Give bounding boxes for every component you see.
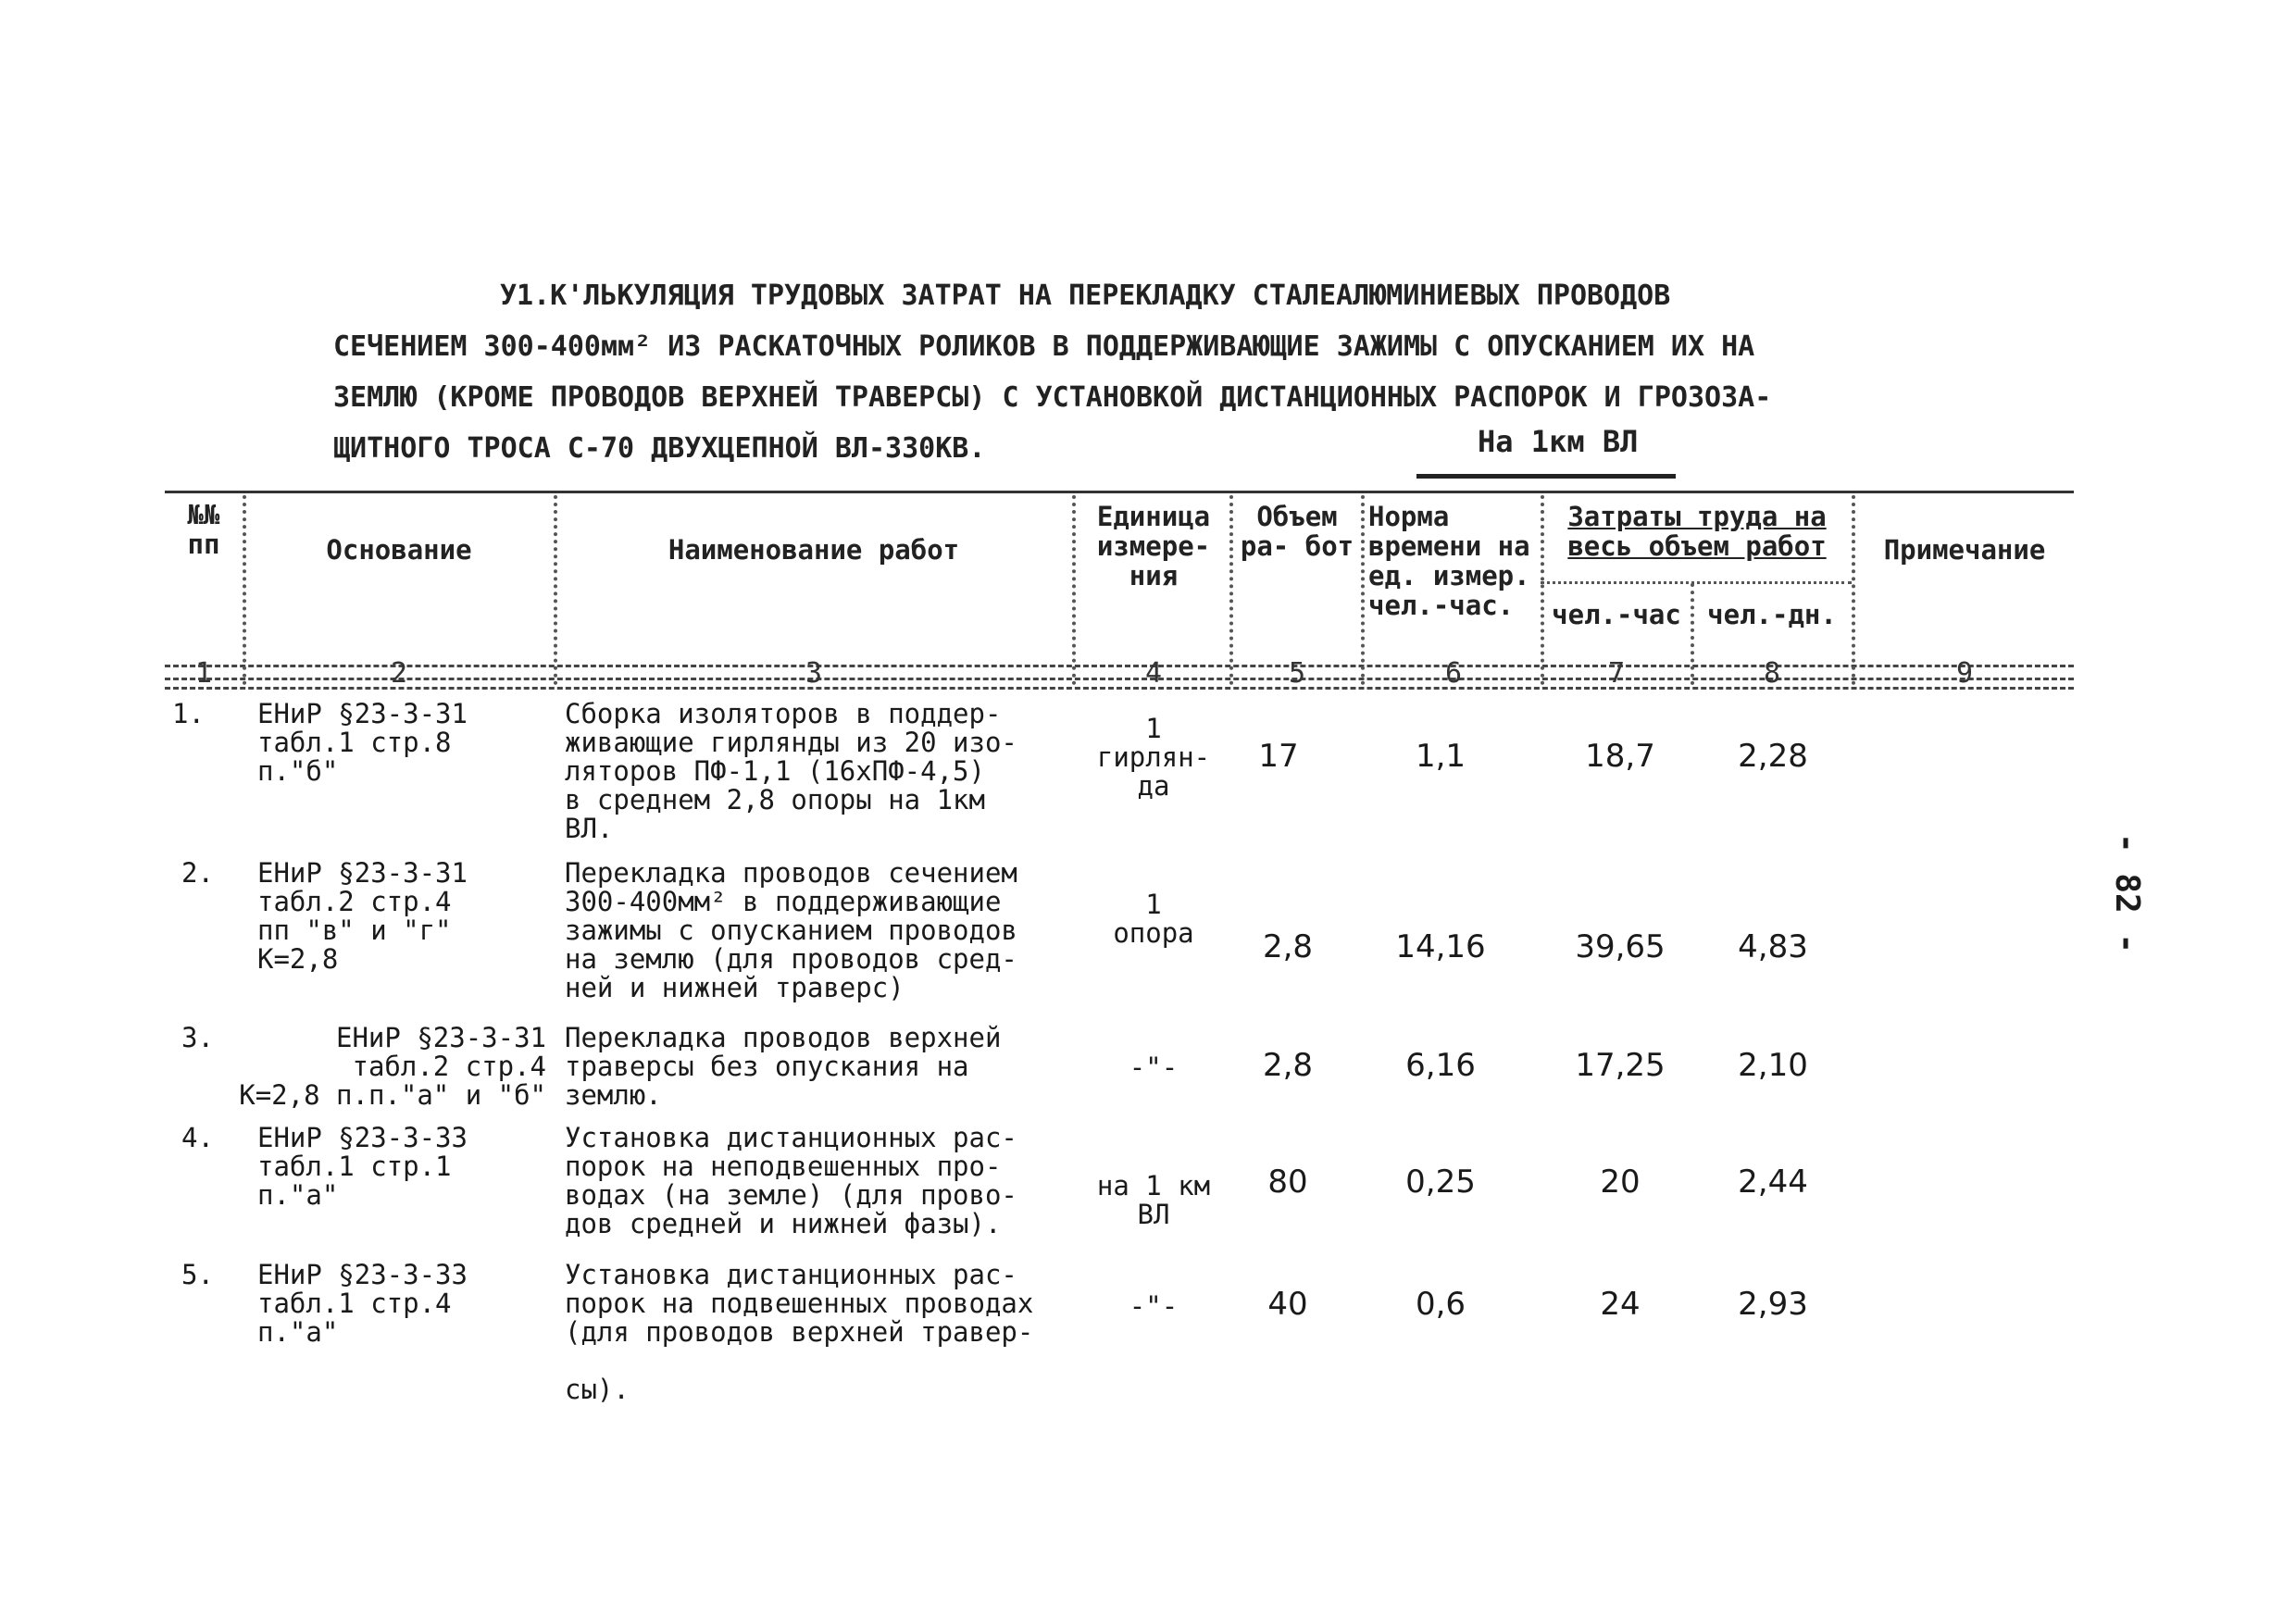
- table-row-3-man-hours: 17,25: [1575, 1047, 1666, 1084]
- column-number: 3: [805, 657, 823, 690]
- table-row-2-name: Перекладка проводов сечением 300-400мм² в поддерживающие зажимы с опусканием проводов на землю (для проводов сред- ней и нижней траверс): [565, 857, 1017, 1003]
- header-col-number: №№ пп: [187, 499, 220, 560]
- column-number: 5: [1288, 657, 1306, 690]
- table-row-1-norm: 1,1: [1415, 738, 1466, 775]
- table-row-2-basis: ЕНиР §23-3-31 табл.2 стр.4 пп "в" и "г" К=2,8: [257, 857, 468, 975]
- column-number: 9: [1955, 657, 1974, 690]
- table-row-4-number: 4.: [181, 1122, 214, 1153]
- table-row-1-volume: 17: [1258, 738, 1299, 775]
- unit-note-underline: [1416, 474, 1676, 479]
- table-row-1-man-days: 2,28: [1738, 738, 1808, 775]
- table-row-2-number: 2.: [181, 857, 214, 889]
- table-row-1-number: 1.: [172, 698, 205, 729]
- header-man-hours: чел.-час: [1552, 599, 1681, 630]
- table-row-2-man-hours: 39,65: [1575, 928, 1666, 965]
- table-row-1-name: Сборка изоляторов в поддер- живающие гирлянды из 20 изо- ляторов ПФ-1,1 (16хПФ-4,5) в среднем 2,8 опоры на 1км ВЛ.: [565, 698, 1017, 844]
- header-time-norm: Норма времени на ед. измер. чел.-час.: [1368, 501, 1530, 621]
- header-separator: [1072, 495, 1076, 685]
- table-row-2-unit: 1 опора: [1113, 889, 1194, 949]
- header-remarks: Примечание: [1883, 534, 2046, 566]
- table-row-1-man-hours: 18,7: [1585, 738, 1655, 775]
- header-separator: [1361, 495, 1365, 685]
- table-row-2-norm: 14,16: [1395, 928, 1486, 965]
- table-row-3-number: 3.: [181, 1022, 214, 1053]
- header-man-days: чел.-дн.: [1707, 599, 1837, 630]
- table-row-5-norm: 0,6: [1415, 1286, 1466, 1323]
- table-row-4-volume: 80: [1267, 1164, 1308, 1201]
- table-row-4-unit: на 1 км ВЛ: [1096, 1170, 1211, 1230]
- document-title: [333, 270, 1963, 474]
- table-row-5-number: 5.: [181, 1259, 214, 1290]
- table-row-2-man-days: 4,83: [1738, 928, 1808, 965]
- header-group-separator: [1541, 581, 1852, 584]
- column-number: 8: [1763, 657, 1781, 690]
- header-labor-costs: Затраты труда на весь объем работ: [1567, 501, 1827, 562]
- table-row-4-man-hours: 20: [1600, 1164, 1641, 1201]
- table-row-5-name: Установка дистанционных рас- порок на подвешенных проводах (для проводов верхней травер- сы).: [565, 1259, 1034, 1405]
- table-row-3-volume: 2,8: [1262, 1047, 1314, 1084]
- table-row-4-basis: ЕНиР §23-3-33 табл.1 стр.1 п."а": [257, 1122, 468, 1211]
- title-line-2: СЕЧЕНИЕМ 300-400мм² ИЗ РАСКАТОЧНЫХ РОЛИКОВ В ПОДДЕРЖИВАЮЩИЕ ЗАЖИМЫ С ОПУСКАНИЕМ ИХ НА: [333, 330, 1755, 363]
- page-number: - 82 -: [2108, 833, 2146, 954]
- table-row-4-man-days: 2,44: [1738, 1164, 1808, 1201]
- table-row-3-unit: -"-: [1129, 1052, 1179, 1083]
- column-number: 4: [1144, 657, 1163, 690]
- table-row-5-man-days: 2,93: [1738, 1286, 1808, 1323]
- column-number: 7: [1607, 657, 1626, 690]
- table-row-2-volume: 2,8: [1262, 928, 1314, 965]
- column-number: 6: [1444, 657, 1463, 690]
- header-unit: Единица измере- ния: [1096, 501, 1211, 591]
- table-row-3-man-days: 2,10: [1738, 1047, 1808, 1084]
- header-separator: [1229, 495, 1233, 685]
- title-line-1: У1.К'ЛЬКУЛЯЦИЯ ТРУДОВЫХ ЗАТРАТ НА ПЕРЕКЛАДКУ СТАЛЕАЛЮМИНИЕВЫХ ПРОВОДОВ: [500, 280, 1671, 312]
- table-row-5-basis: ЕНиР §23-3-33 табл.1 стр.4 п."а": [257, 1259, 468, 1348]
- unit-note: На 1км ВЛ: [1478, 424, 1639, 459]
- table-row-3-basis: ЕНиР §23-3-31 табл.2 стр.4 К=2,8 п.п."а" и "б": [239, 1022, 546, 1111]
- table-row-5-volume: 40: [1267, 1286, 1308, 1323]
- table-row-1-unit: 1 гирлян- да: [1096, 713, 1211, 802]
- column-number: 2: [390, 657, 408, 690]
- title-line-4: ЩИТНОГО ТРОСА С-70 ДВУХЦЕПНОЙ ВЛ-330КВ.: [333, 432, 986, 465]
- table-row-5-unit: -"-: [1129, 1290, 1179, 1322]
- title-line-3: ЗЕМЛЮ (КРОМЕ ПРОВОДОВ ВЕРХНЕЙ ТРАВЕРСЫ) С УСТАНОВКОЙ ДИСТАНЦИОННЫХ РАСПОРОК И ГРОЗОЗА-: [333, 381, 1772, 414]
- header-work-name: Наименование работ: [668, 534, 960, 566]
- column-number: 1: [194, 657, 213, 690]
- table-row-3-name: Перекладка проводов верхней траверсы без опускания на землю.: [565, 1022, 1002, 1111]
- table-row-4-norm: 0,25: [1405, 1164, 1476, 1201]
- table-row-1-basis: ЕНиР §23-3-31 табл.1 стр.8 п."б": [257, 698, 468, 787]
- table-row-3-norm: 6,16: [1405, 1047, 1476, 1084]
- table-row-4-name: Установка дистанционных рас- порок на неподвешенных про- водах (на земле) (для прово- дов средней и нижней фазы).: [565, 1122, 1017, 1239]
- table-row-5-man-hours: 24: [1600, 1286, 1641, 1323]
- header-volume: Объем ра- бот: [1240, 501, 1354, 562]
- header-basis: Основание: [326, 534, 472, 566]
- table-top-rule: [165, 491, 2074, 493]
